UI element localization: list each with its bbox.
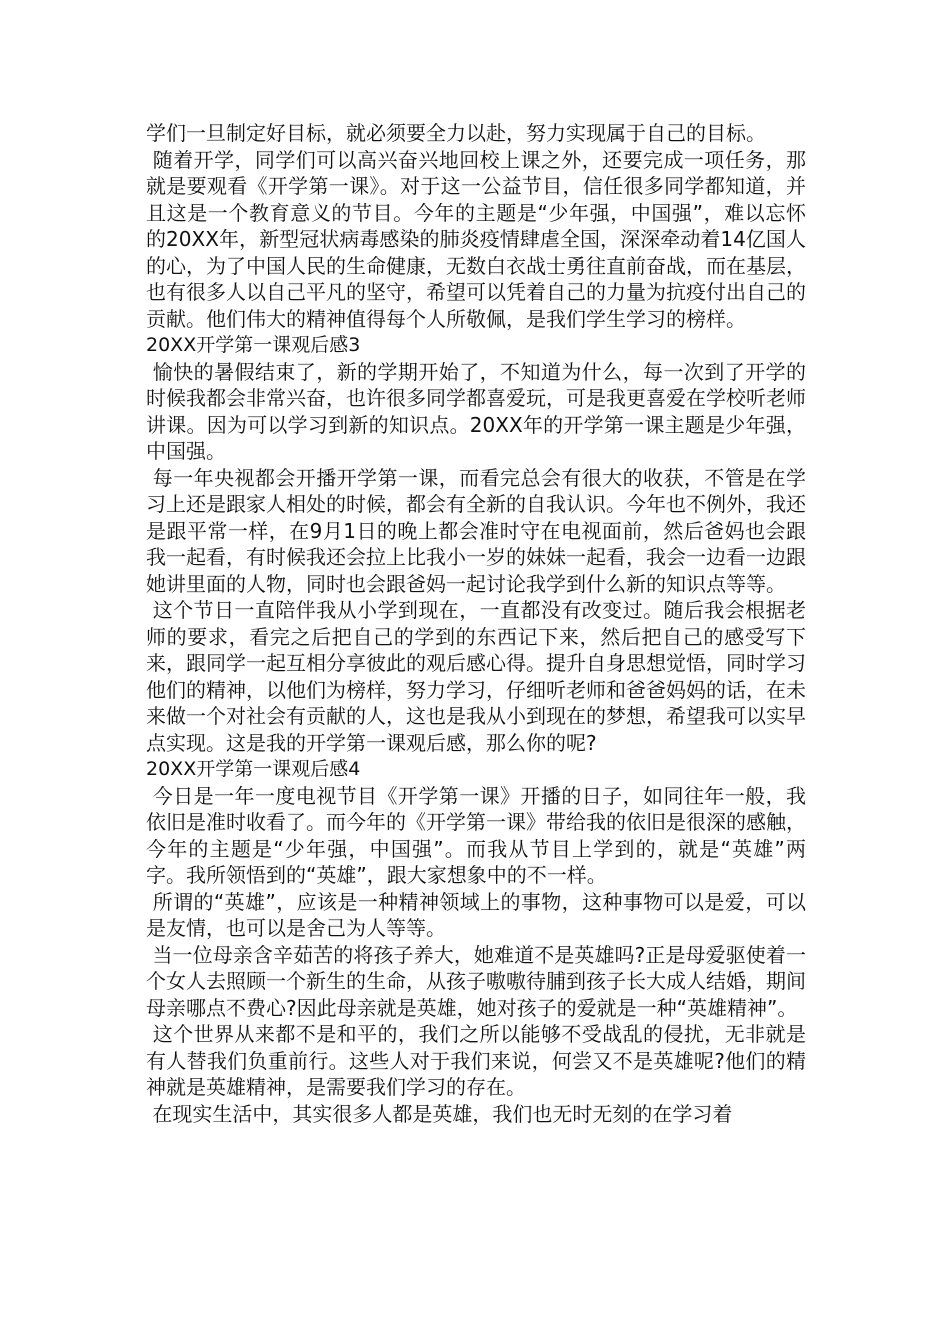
paragraph-real-life: 在现实生活中，其实很多人都是英雄，我们也无时无刻的在学习着 xyxy=(146,1101,733,1126)
paragraph-annual-program: 今日是一年一度电视节目《开学第一课》开播的日子，如同往年一般，我依旧是准时收看了。而今年的《开学第一课》带给我的依旧是很深的感触，今年的主题是“少年强，中国强”。而我从节目上学到的，就是“英雄”两字。我所领悟到的“英雄”，跟大家想象中的不一样。 xyxy=(146,783,807,887)
paragraph-cctv-broadcast: 每一年央视都会开播开学第一课，而看完总会有很大的收获，不管是在学习上还是跟家人相处的时候，都会有全新的自我认识。今年也不例外，我还是跟平常一样，在9月1日的晚上都会准时守在电视面前，然后爸妈也会跟我一起看，有时候我还会拉上比我小一岁的妹妹一起看，我会一边看一边跟她讲里面的人物，同时也会跟爸妈一起讨论我学到什么新的知识点等等。 xyxy=(146,465,807,596)
document-page xyxy=(146,120,806,1127)
paragraph-summer-end: 愉快的暑假结束了，新的学期开始了，不知道为什么，每一次到了开学的时候我都会非常兴奋，也许很多同学都喜爱玩，可是我更喜爱在学校听老师讲课。因为可以学习到新的知识点。20XX年的开学第一课主题是少年强，中国强。 xyxy=(146,359,807,463)
section-heading-3: 20XX开学第一课观后感3 xyxy=(146,334,361,356)
paragraph-mother-hero: 当一位母亲含辛茹苦的将孩子养大，她难道不是英雄吗?正是母爱驱使着一个女人去照顾一个新生的生命，从孩子嗷嗷待脯到孩子长大成人结婚，期间母亲哪点不费心?因此母亲就是英雄，她对孩子的爱就是一种“英雄精神”。 xyxy=(146,942,806,1020)
paragraph-goal: 学们一旦制定好目标，就必须要全力以赴，努力实现属于自己的目标。 xyxy=(146,121,766,145)
paragraph-hero-definition: 所谓的“英雄”，应该是一种精神领域上的事物，这种事物可以是爱，可以是友情，也可以是舍己为人等等。 xyxy=(146,889,806,940)
paragraph-school-start: 随着开学，同学们可以高兴奋兴地回校上课之外，还要完成一项任务，那就是要观看《开学第一课》。对于这一公益节目，信任很多同学都知道，并且这是一个教育意义的节目。今年的主题是“少年强，中国强”，难以忘怀的20XX年，新型冠状病毒感染的肺炎疫情肆虐全国，深深牵动着14亿国人的心，为了中国人民的生命健康，无数白衣战士勇往直前奋战，而在基层，也有很多人以自己平凡的坚守，希望可以凭着自己的力量为抗疫付出自己的贡献。他们伟大的精神值得每个人所敬佩，是我们学生学习的榜样。 xyxy=(146,147,807,331)
paragraph-program-companion: 这个节日一直陪伴我从小学到现在，一直都没有改变过。随后我会根据老师的要求，看完之后把自己的学到的东西记下来，然后把自己的感受写下来，跟同学一起互相分享彼此的观后感心得。提升自身思想觉悟，同时学习他们的精神，以他们为榜样，努力学习，仔细听老师和爸爸妈妈的话，在未来做一个对社会有贡献的人，这也是我从小到现在的梦想，希望我可以实早点实现。这是我的开学第一课观后感，那么你的呢? xyxy=(146,598,807,755)
section-heading-4: 20XX开学第一课观后感4 xyxy=(146,758,361,780)
paragraph-peace: 这个世界从来都不是和平的，我们之所以能够不受战乱的侵扰，无非就是有人替我们负重前行。这些人对于我们来说，何尝又不是英雄呢?他们的精神就是英雄精神，是需要我们学习的存在。 xyxy=(146,1022,807,1099)
